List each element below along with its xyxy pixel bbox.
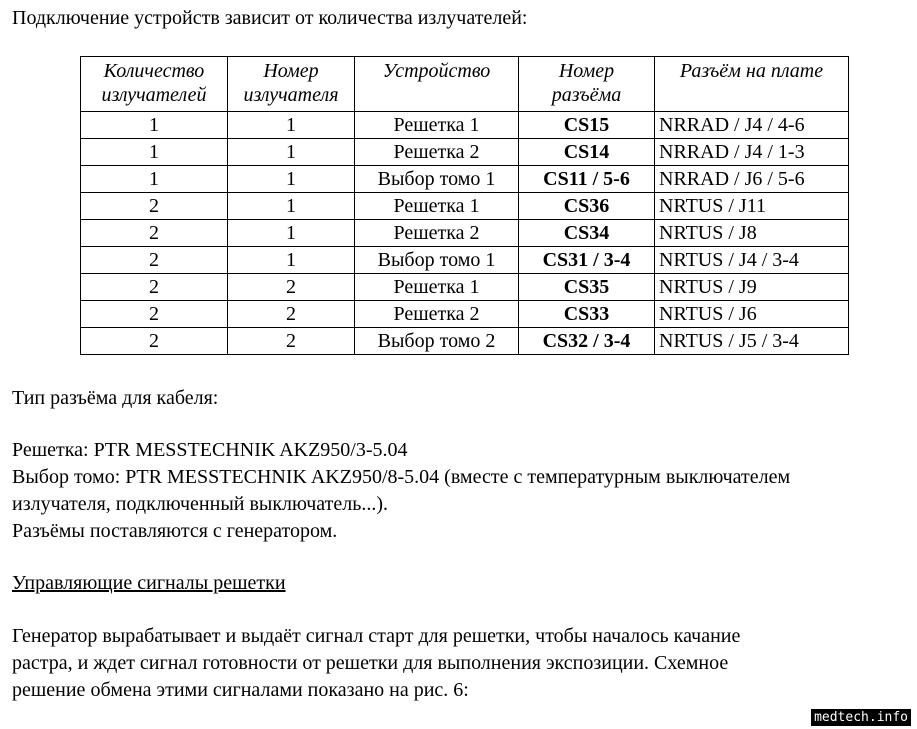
cell-connector: CS32 / 3-4: [519, 328, 655, 355]
cell-board: NRTUS / J5 / 3-4: [655, 328, 849, 355]
cell-count: 2: [81, 328, 228, 355]
cell-emitter-number: 1: [228, 139, 355, 166]
intro-text: Подключение устройств зависит от количества излучателей:: [12, 7, 528, 29]
table-row: [81, 139, 849, 166]
header-emitter-number: Номер излучателя: [228, 57, 355, 112]
cell-emitter-number: 2: [228, 328, 355, 355]
cell-emitter-number: 2: [228, 301, 355, 328]
cell-emitter-number: 1: [228, 193, 355, 220]
tomo-connector-text-1: Выбор томо: PTR MESSTECHNIK AKZ950/8-5.04 (вместе с температурным выключателем: [12, 466, 791, 488]
paragraph-line-3: решение обмена этими сигналами показано на рис. 6:: [12, 679, 469, 701]
grid-connector-text: Решетка: PTR MESSTECHNIK AKZ950/3-5.04: [12, 439, 408, 461]
cell-connector: CS36: [519, 193, 655, 220]
cell-device: Решетка 1: [355, 274, 519, 301]
table-row: [81, 166, 849, 193]
table-row: [81, 220, 849, 247]
cell-board: NRTUS / J9: [655, 274, 849, 301]
cell-connector: CS14: [519, 139, 655, 166]
cell-emitter-number: 1: [228, 112, 355, 139]
cell-device: Решетка 2: [355, 301, 519, 328]
cell-device: Решетка 1: [355, 193, 519, 220]
header-device: Устройство: [355, 57, 519, 112]
cell-connector: CS34: [519, 220, 655, 247]
cell-connector: CS15: [519, 112, 655, 139]
cell-board: NRTUS / J11: [655, 193, 849, 220]
cell-board: NRTUS / J8: [655, 220, 849, 247]
table-row: [81, 274, 849, 301]
cell-count: 2: [81, 193, 228, 220]
table-row: [81, 193, 849, 220]
table-row: [81, 301, 849, 328]
tomo-connector-text-2: излучателя, подключенный выключатель...).: [12, 493, 389, 515]
cell-device: Решетка 2: [355, 220, 519, 247]
table-row: [81, 112, 849, 139]
cell-count: 2: [81, 274, 228, 301]
cell-count: 2: [81, 301, 228, 328]
section-heading: Управляющие сигналы решетки: [12, 572, 286, 594]
connection-table: [80, 56, 849, 355]
header-board-connector: Разъём на плате: [655, 57, 849, 112]
cell-emitter-number: 2: [228, 274, 355, 301]
table-header-row: [81, 57, 849, 112]
cell-board: NRRAD / J4 / 1-3: [655, 139, 849, 166]
supplied-note: Разъёмы поставляются с генератором.: [12, 520, 338, 542]
cell-count: 2: [81, 220, 228, 247]
cell-connector: CS35: [519, 274, 655, 301]
table-row: [81, 247, 849, 274]
cell-count: 2: [81, 247, 228, 274]
cell-device: Выбор томо 1: [355, 247, 519, 274]
cell-device: Решетка 1: [355, 112, 519, 139]
cell-board: NRRAD / J6 / 5-6: [655, 166, 849, 193]
header-connector-number: Номер разъёма: [519, 57, 655, 112]
cell-board: NRRAD / J4 / 4-6: [655, 112, 849, 139]
header-count: Количество излучателей: [81, 57, 228, 112]
cell-connector: CS11 / 5-6: [519, 166, 655, 193]
cell-device: Решетка 2: [355, 139, 519, 166]
cell-count: 1: [81, 139, 228, 166]
cell-device: Выбор томо 1: [355, 166, 519, 193]
cell-emitter-number: 1: [228, 166, 355, 193]
cell-board: NRTUS / J6: [655, 301, 849, 328]
cell-count: 1: [81, 112, 228, 139]
paragraph-line-1: Генератор вырабатывает и выдаёт сигнал старт для решетки, чтобы началось качание: [12, 625, 741, 647]
cell-count: 1: [81, 166, 228, 193]
cell-board: NRTUS / J4 / 3-4: [655, 247, 849, 274]
table-row: [81, 328, 849, 355]
cell-emitter-number: 1: [228, 220, 355, 247]
cell-emitter-number: 1: [228, 247, 355, 274]
watermark: medtech.info: [811, 709, 911, 726]
cell-device: Выбор томо 2: [355, 328, 519, 355]
paragraph-line-2: растра, и ждет сигнал готовности от решетки для выполнения экспозиции. Схемное: [12, 652, 729, 674]
cable-heading: Тип разъёма для кабеля:: [12, 387, 219, 409]
cell-connector: CS33: [519, 301, 655, 328]
cell-connector: CS31 / 3-4: [519, 247, 655, 274]
